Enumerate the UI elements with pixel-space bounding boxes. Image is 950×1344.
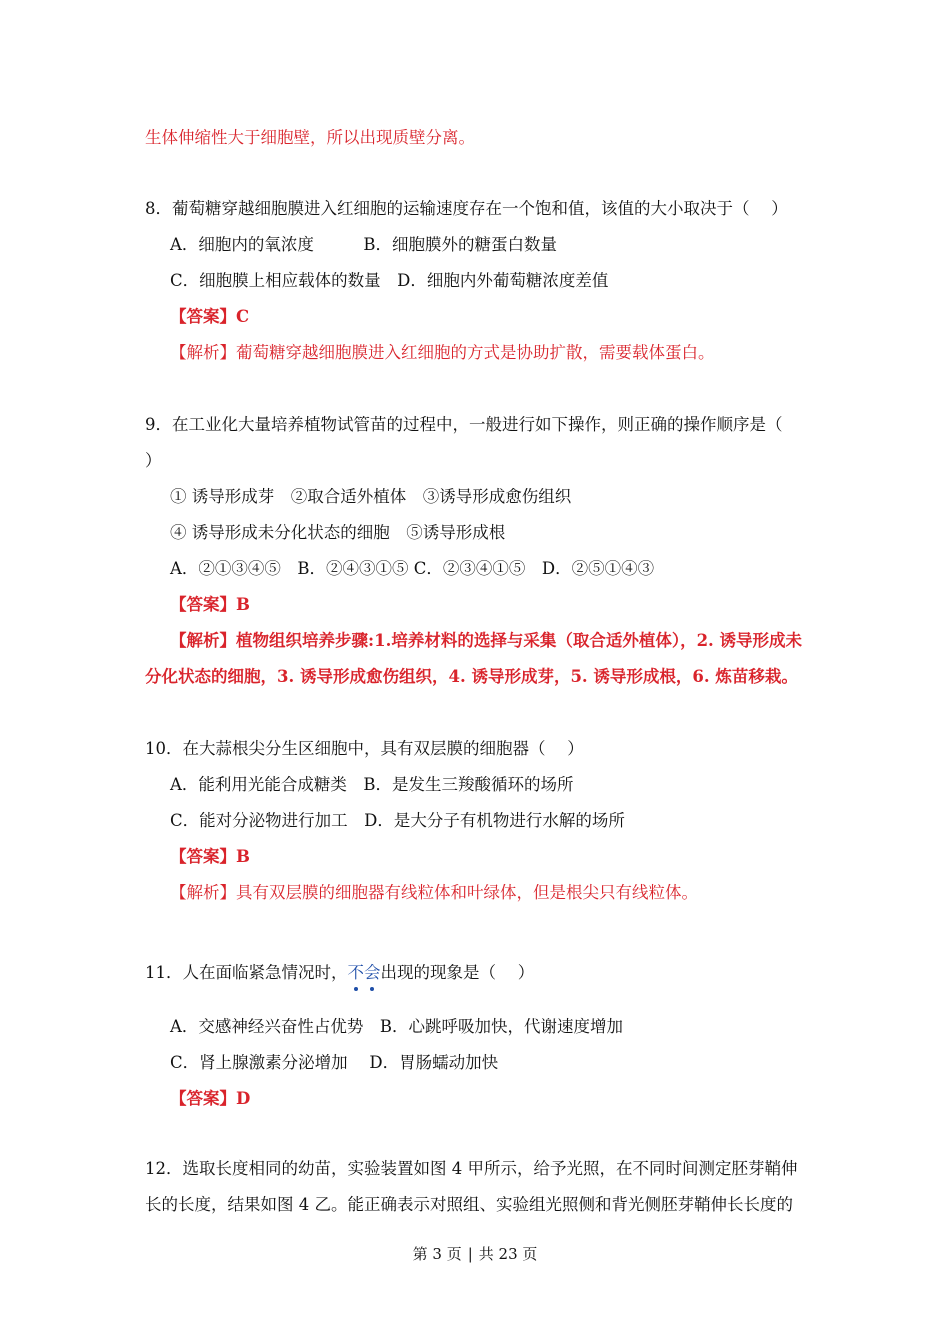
question-8-options-cd: C．细胞膜上相应载体的数量 D．细胞内外葡萄糖浓度差值 xyxy=(170,271,609,290)
question-11 xyxy=(145,961,534,985)
question-12-line-2: 长的长度，结果如图 4 乙。能正确表示对照组、实验组光照侧和背光侧胚芽鞘伸长长度的 xyxy=(145,1195,793,1214)
total-pages: 共 23 页 xyxy=(478,1245,538,1263)
question-11-options-ab: A．交感神经兴奋性占优势 B．心跳呼吸加快，代谢速度增加 xyxy=(170,1017,624,1036)
footer-separator: | xyxy=(467,1245,473,1263)
question-10-answer: 【答案】B xyxy=(170,847,250,866)
explanation-continuation: 生体伸缩性大于细胞壁，所以出现质壁分离。 xyxy=(145,128,475,147)
question-11-options-cd: C．肾上腺激素分泌增加 D．胃肠蠕动加快 xyxy=(170,1053,499,1072)
question-9-options: A．②①③④⑤ B．②④③①⑤ C．②③④①⑤ D．②⑤①④③ xyxy=(170,559,655,578)
question-9-bracket: ） xyxy=(145,451,162,470)
question-11-prefix: 11．人在面临紧急情况时， xyxy=(145,963,348,982)
question-11-emphasis: 不会 xyxy=(348,963,381,982)
question-11-suffix: 出现的现象是（ ） xyxy=(380,963,535,982)
question-9-explanation-1: 【解析】植物组织培养步骤:1.培养材料的选择与采集（取合适外植体），2. 诱导形成未 xyxy=(170,631,803,650)
page-number: 第 3 页 xyxy=(412,1245,462,1263)
question-12-line-1: 12．选取长度相同的幼苗，实验装置如图 4 甲所示，给予光照，在不同时间测定胚芽鞘伸 xyxy=(145,1159,798,1178)
question-9: 9．在工业化大量培养植物试管苗的过程中，一般进行如下操作，则正确的操作顺序是（ xyxy=(145,415,783,434)
question-8-answer: 【答案】C xyxy=(170,307,250,326)
emphasis-dot xyxy=(354,987,358,991)
question-9-steps-2: ④ 诱导形成未分化状态的细胞 ⑤诱导形成根 xyxy=(170,523,506,542)
question-9-steps-1: ① 诱导形成芽 ②取合适外植体 ③诱导形成愈伤组织 xyxy=(170,487,572,506)
question-10: 10．在大蒜根尖分生区细胞中，具有双层膜的细胞器（ ） xyxy=(145,739,584,758)
question-8: 8．葡萄糖穿越细胞膜进入红细胞的运输速度存在一个饱和值，该值的大小取决于（ ） xyxy=(145,199,788,218)
question-8-explanation: 【解析】葡萄糖穿越细胞膜进入红细胞的方式是协助扩散，需要载体蛋白。 xyxy=(170,343,715,362)
question-8-options-ab: A．细胞内的氧浓度 B．细胞膜外的糖蛋白数量 xyxy=(170,235,558,254)
question-10-options-cd: C．能对分泌物进行加工 D．是大分子有机物进行水解的场所 xyxy=(170,811,625,830)
emphasis-dot xyxy=(370,987,374,991)
question-10-options-ab: A．能利用光能合成糖类 B．是发生三羧酸循环的场所 xyxy=(170,775,574,794)
page-footer xyxy=(0,1242,950,1266)
question-9-explanation-2: 分化状态的细胞，3. 诱导形成愈伤组织，4. 诱导形成芽，5. 诱导形成根，6. 炼苗移栽。 xyxy=(145,667,798,686)
question-11-answer: 【答案】D xyxy=(170,1089,251,1108)
question-10-explanation: 【解析】具有双层膜的细胞器有线粒体和叶绿体，但是根尖只有线粒体。 xyxy=(170,883,698,902)
question-9-answer: 【答案】B xyxy=(170,595,250,614)
